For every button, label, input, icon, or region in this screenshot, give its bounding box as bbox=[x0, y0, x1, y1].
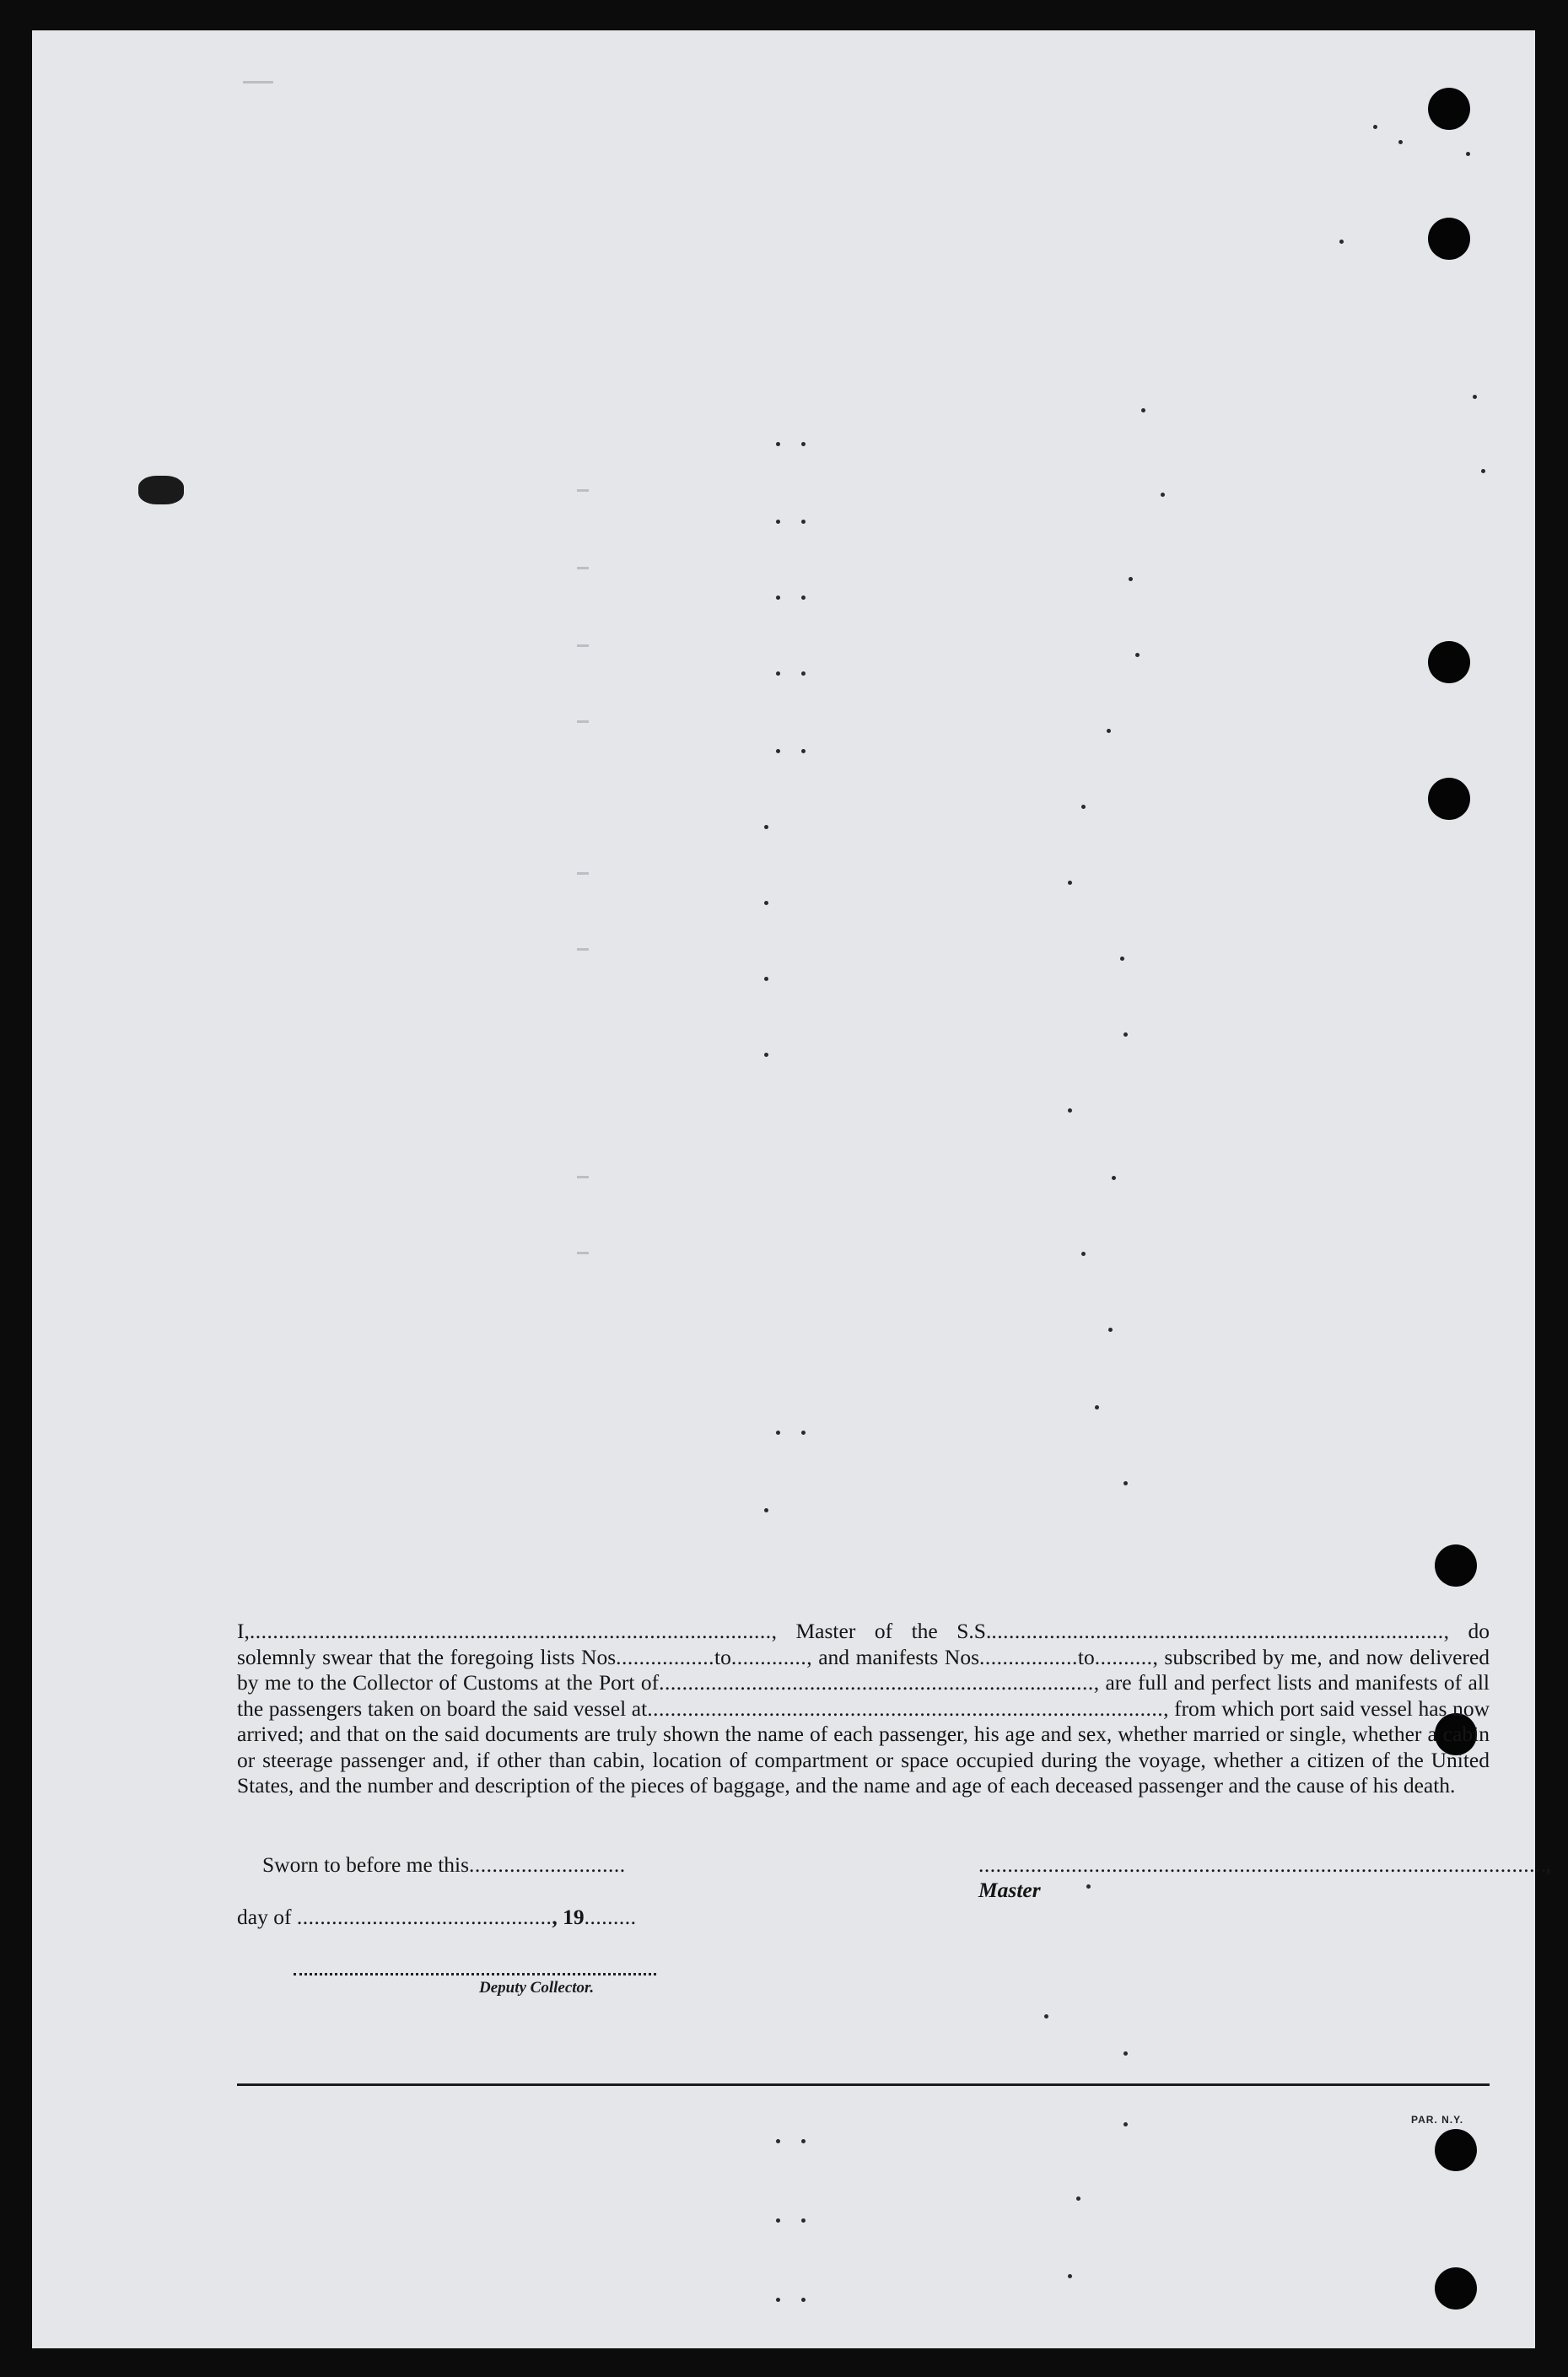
ink-speck bbox=[1108, 1328, 1113, 1332]
ink-speck bbox=[1081, 805, 1086, 809]
ink-speck bbox=[776, 520, 780, 524]
punch-hole bbox=[1428, 218, 1470, 260]
punch-hole bbox=[1428, 641, 1470, 683]
ink-speck bbox=[1481, 469, 1485, 473]
manifest-nos-from-blank: ................. bbox=[979, 1644, 1078, 1669]
ink-speck bbox=[1141, 408, 1145, 412]
ink-speck bbox=[801, 671, 806, 676]
year-blank: ......... bbox=[584, 1905, 637, 1929]
ink-speck bbox=[1044, 2014, 1048, 2019]
port-of-arrival-blank: ........................................................................... bbox=[659, 1670, 1094, 1695]
ink-speck bbox=[1076, 2196, 1080, 2201]
bleed-through-mark bbox=[577, 948, 589, 951]
bleed-through-mark bbox=[577, 1176, 589, 1178]
oath-line4-b: , from which bbox=[1163, 1695, 1274, 1721]
ink-speck bbox=[1466, 152, 1470, 156]
ink-speck bbox=[801, 749, 806, 753]
ink-speck bbox=[776, 1431, 780, 1435]
ink-speck bbox=[801, 2218, 806, 2223]
ink-speck bbox=[1339, 240, 1344, 244]
bleed-through-mark bbox=[577, 1252, 589, 1254]
master-signature-blank: .................................................................................................. bbox=[978, 1852, 1547, 1877]
ink-speck bbox=[1123, 2051, 1128, 2056]
punch-hole bbox=[1435, 2129, 1477, 2171]
master-label: , Master bbox=[978, 1852, 1553, 1902]
ink-speck bbox=[1398, 140, 1403, 144]
ink-speck bbox=[776, 2218, 780, 2223]
oath-line3-b: , are full and perfect lists and bbox=[1093, 1670, 1350, 1695]
ink-blot bbox=[138, 476, 184, 504]
ink-speck bbox=[776, 596, 780, 600]
day-of-line bbox=[237, 1905, 636, 1930]
ink-speck bbox=[1095, 1405, 1099, 1409]
ink-speck bbox=[776, 749, 780, 753]
ink-speck bbox=[776, 442, 780, 446]
oath-line2-c: , subscribed by me, and now bbox=[1152, 1644, 1404, 1669]
oath-to-2: to bbox=[1077, 1644, 1095, 1669]
punch-hole bbox=[1435, 1544, 1477, 1587]
list-nos-to-blank: ............. bbox=[730, 1644, 807, 1669]
bleed-through-mark bbox=[577, 720, 589, 723]
oath-to-1: to bbox=[714, 1644, 731, 1669]
ink-speck bbox=[801, 1431, 806, 1435]
ink-speck bbox=[801, 442, 806, 446]
ink-speck bbox=[764, 1053, 768, 1057]
bleed-through-mark bbox=[577, 872, 589, 875]
ink-speck bbox=[801, 2139, 806, 2143]
ink-speck bbox=[1081, 1252, 1086, 1256]
ink-speck bbox=[1123, 1032, 1128, 1037]
ink-speck bbox=[1129, 577, 1133, 581]
port-of-departure-blank: ......................................................................................... bbox=[647, 1695, 1164, 1721]
ink-speck bbox=[776, 671, 780, 676]
oath-line3-a: delivered by me to the Collector of Customs at the Port of bbox=[237, 1644, 1490, 1695]
ink-speck bbox=[1120, 957, 1124, 961]
printer-mark: PAR. N.Y. bbox=[1411, 2114, 1464, 2126]
ink-speck bbox=[801, 596, 806, 600]
ink-speck bbox=[764, 901, 768, 905]
master-name-blank: .......................................................................................... bbox=[249, 1619, 772, 1643]
punch-hole bbox=[1428, 88, 1470, 130]
ink-speck bbox=[1473, 395, 1477, 399]
ship-name-blank: .............................................................................. bbox=[991, 1619, 1444, 1643]
bleed-through-mark bbox=[577, 644, 589, 647]
oath-solemnly: , do solemnly bbox=[237, 1619, 1490, 1669]
master-signature-line bbox=[978, 1852, 1552, 1903]
list-nos-from-blank: ................. bbox=[616, 1644, 715, 1669]
month-blank: ............................................ bbox=[296, 1905, 552, 1929]
ink-speck bbox=[1107, 729, 1111, 733]
document-page bbox=[32, 30, 1553, 2348]
manifest-nos-to-blank: .......... bbox=[1094, 1644, 1153, 1669]
ink-speck bbox=[1161, 493, 1165, 497]
ink-speck bbox=[1373, 125, 1377, 129]
ink-speck bbox=[1068, 881, 1072, 885]
deputy-collector-signature-line bbox=[294, 1973, 656, 1975]
punch-hole bbox=[1435, 2267, 1477, 2310]
day-of-label: day of bbox=[237, 1905, 292, 1929]
oath-i-label: I, bbox=[237, 1619, 250, 1643]
punch-hole bbox=[1428, 778, 1470, 820]
oath-line4-a: manifests of all the passengers taken on board the said vessel at bbox=[237, 1670, 1490, 1721]
ink-speck bbox=[776, 2298, 780, 2302]
ink-speck bbox=[764, 825, 768, 829]
sworn-date-blank: ........................... bbox=[469, 1852, 626, 1877]
master-oath-paragraph bbox=[237, 1619, 1490, 1799]
oath-rest: port said vessel has now arrived; and that on the said documents are truly shown the name of each passenger, his age and sex, whether married or single, whether a cabin or steerage passenger and, if other than cabin, location of compartment or space occupied during the voyage, whether a citizen of the United States, and the number and description of the pieces of baggage, and the name and age of each deceased passenger and the cause of his death. bbox=[237, 1695, 1490, 1798]
bottom-rule bbox=[237, 2083, 1490, 2086]
ink-speck bbox=[1068, 1108, 1072, 1113]
ink-speck bbox=[764, 977, 768, 981]
sworn-label: Sworn to before me this bbox=[262, 1852, 470, 1877]
bleed-through-mark bbox=[577, 567, 589, 569]
ink-speck bbox=[1123, 1481, 1128, 1485]
sworn-before-line bbox=[262, 1852, 626, 1878]
oath-line2-b: , and manifests Nos bbox=[806, 1644, 979, 1669]
year-prefix: , 19 bbox=[552, 1905, 585, 1929]
deputy-collector-label: Deputy Collector. bbox=[479, 1979, 595, 1997]
oath-line2-a: swear that the foregoing lists Nos bbox=[322, 1644, 617, 1669]
ink-speck bbox=[801, 520, 806, 524]
ink-speck bbox=[764, 1508, 768, 1512]
ink-speck bbox=[1068, 2274, 1072, 2278]
ink-speck bbox=[1123, 2122, 1128, 2126]
ink-speck bbox=[776, 2139, 780, 2143]
ink-speck bbox=[1135, 653, 1140, 657]
ink-speck bbox=[801, 2298, 806, 2302]
oath-master-of-ss: , Master of the S.S. bbox=[771, 1619, 992, 1643]
bleed-through-mark bbox=[577, 489, 589, 492]
bleed-through-mark bbox=[243, 81, 273, 84]
ink-speck bbox=[1112, 1176, 1116, 1180]
